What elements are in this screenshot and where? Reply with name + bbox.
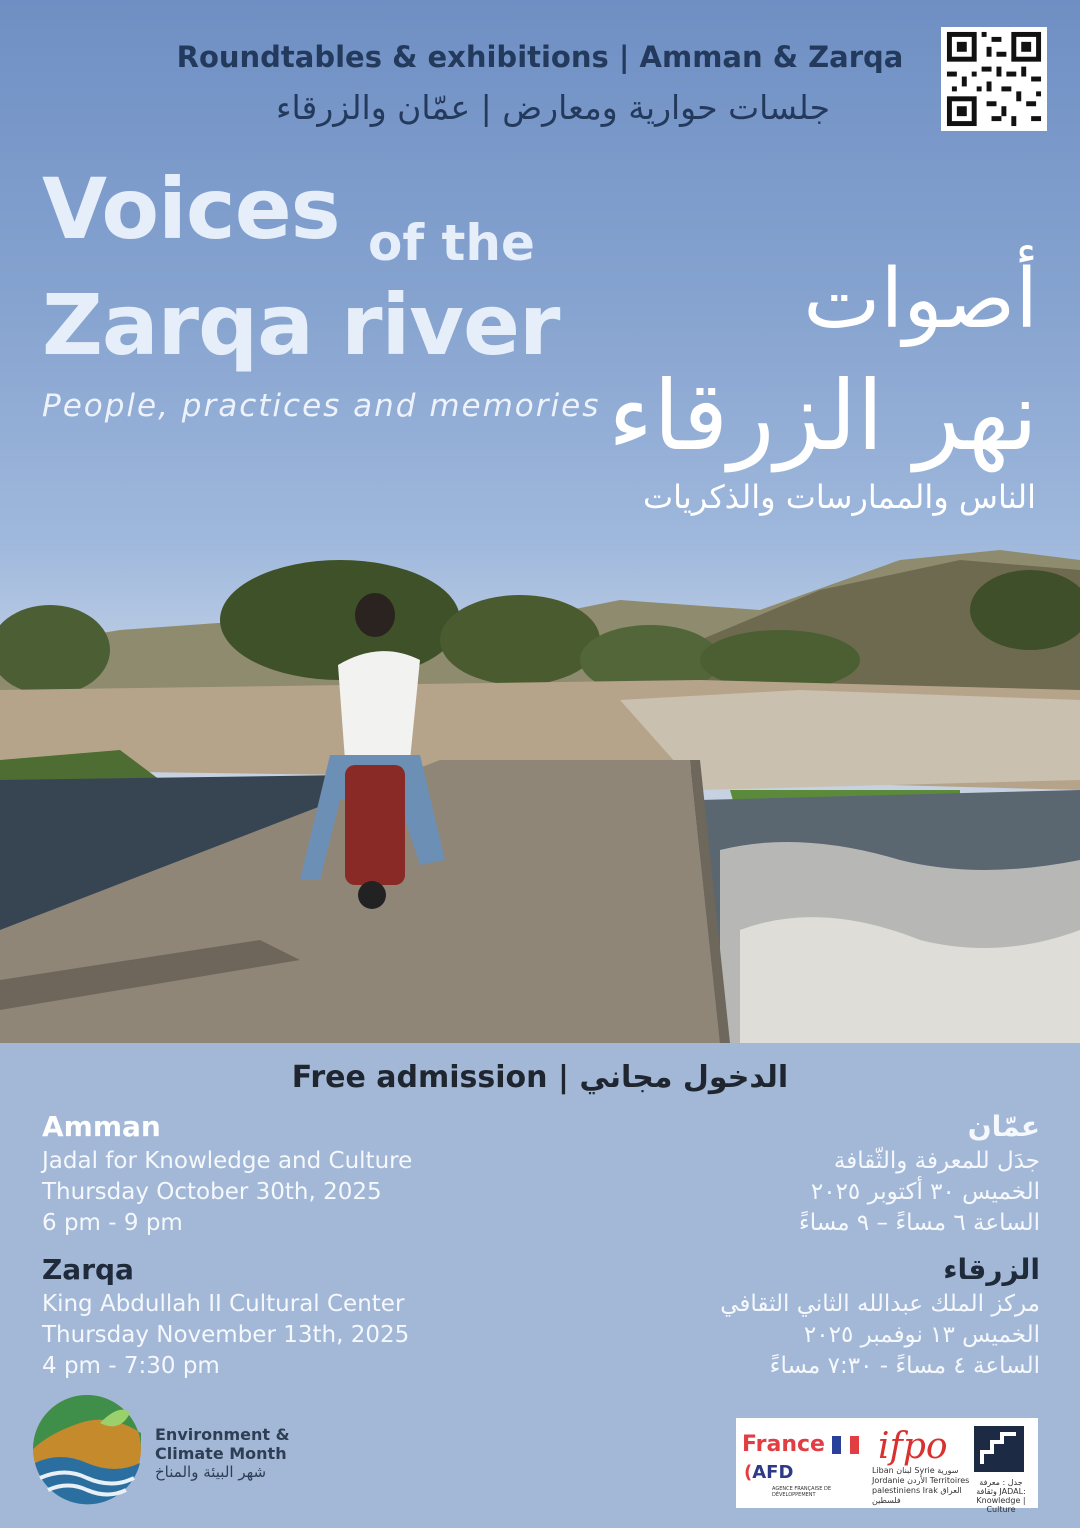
title-arabic-line2: نهر الزرقاء <box>608 360 1038 472</box>
title-arabic-line1: أصوات <box>803 252 1038 347</box>
event-venue: Jadal for Knowledge and Culture <box>42 1148 413 1174</box>
event-city: Amman <box>42 1110 161 1143</box>
env-line1: Environment & <box>155 1425 290 1444</box>
jadal-subtitle: جدل : معرفة وثقافة JADAL: Knowledge | Culture <box>976 1478 1026 1514</box>
events-arabic <box>720 1108 1040 1382</box>
jadal-logo-icon <box>974 1426 1024 1472</box>
afd-logo: (AFD <box>744 1462 794 1483</box>
french-flag-icon <box>832 1436 859 1454</box>
environment-climate-logo <box>30 1393 145 1505</box>
partner-logos <box>736 1418 1038 1514</box>
event-time: الساعة ٦ مساءً – ٩ مساءً <box>798 1210 1040 1236</box>
header-title-english: Roundtables & exhibitions | Amman & Zarqa <box>176 40 904 74</box>
env-line2: Climate Month <box>155 1444 287 1463</box>
event-date: Thursday October 30th, 2025 <box>42 1179 382 1205</box>
event-time: الساعة ٤ مساءً - ٧:٣٠ مساءً <box>769 1353 1040 1379</box>
event-venue: جدَل للمعرفة والثّقافة <box>833 1148 1040 1174</box>
event-date: الخميس ١٣ نوفمبر ٢٠٢٥ <box>803 1322 1040 1348</box>
event-venue: King Abdullah II Cultural Center <box>42 1291 405 1317</box>
france-logo: France <box>742 1432 825 1457</box>
title-of-the: of the <box>368 214 535 272</box>
env-arabic: شهر البيئة والمناخ <box>155 1463 267 1481</box>
free-admission: Free admission | الدخول مجاني <box>291 1060 789 1095</box>
event-date: Thursday November 13th, 2025 <box>42 1322 410 1348</box>
event-venue: مركز الملك عبدالله الثاني الثقافي <box>720 1291 1040 1317</box>
ifpo-logo: ifpo <box>878 1426 948 1467</box>
event-city: Zarqa <box>42 1253 134 1286</box>
event-city: الزرقاء <box>943 1253 1040 1286</box>
ifpo-subtitle: Liban لبنان Syrie سورية Jordanie الأردن Territoires palestiniens Irak العراق فلسطين <box>872 1466 970 1505</box>
environment-climate-text <box>155 1425 290 1482</box>
subtitle-arabic: الناس والممارسات والذكريات <box>643 478 1036 516</box>
event-time: 6 pm - 9 pm <box>42 1210 183 1236</box>
event-time: 4 pm - 7:30 pm <box>42 1353 220 1379</box>
leaf-wave-icon <box>30 1393 145 1505</box>
subtitle-english: People, practices and memories <box>42 388 601 424</box>
event-date: الخميس ٣٠ أكتوبر ٢٠٢٥ <box>810 1179 1040 1205</box>
title-voices: Voices <box>42 160 340 258</box>
events-english <box>42 1108 412 1382</box>
event-city: عمّان <box>967 1110 1040 1143</box>
title-zarqa-river: Zarqa river <box>42 276 560 374</box>
afd-subtitle: AGENCE FRANÇAISE DE DÉVELOPPEMENT <box>772 1486 831 1498</box>
header-title-arabic: جلسات حوارية ومعارض | عمّان والزرقاء <box>275 88 830 127</box>
